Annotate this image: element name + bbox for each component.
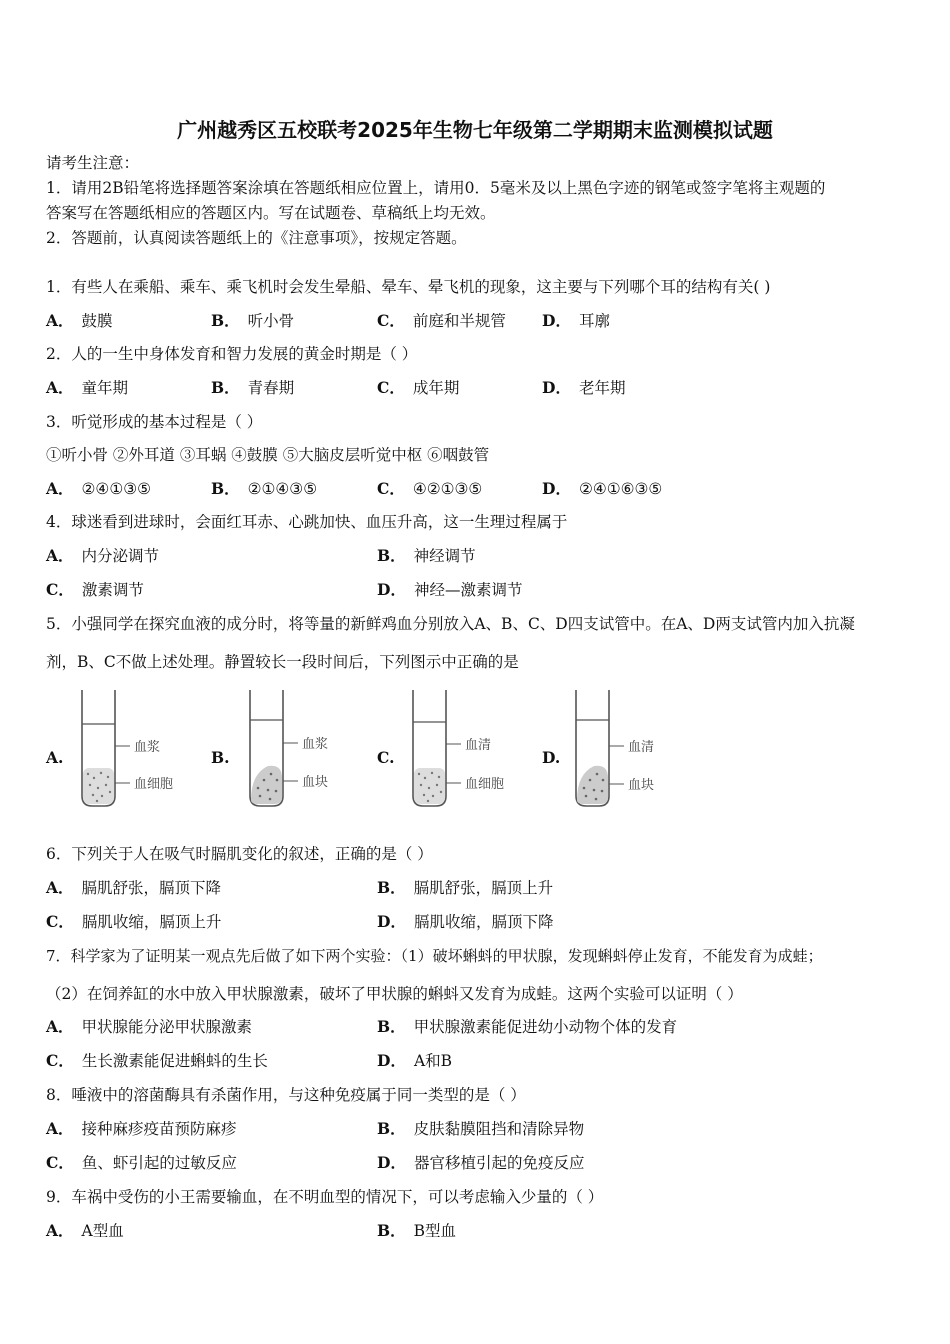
option-letter[interactable]: D. bbox=[542, 748, 561, 767]
option[interactable]: D． A和B bbox=[377, 1051, 453, 1070]
option[interactable]: B． 听小骨 bbox=[211, 311, 295, 330]
option[interactable]: B． 神经调节 bbox=[377, 546, 476, 565]
option[interactable]: D． 膈肌收缩，膈顶下降 bbox=[377, 912, 554, 931]
notice-line: 答案写在答题纸相应的答题区内。写在试题卷、草稿纸上均无效。 bbox=[46, 204, 496, 222]
label-lower: 血细胞 bbox=[134, 777, 174, 792]
question-stem: 4．球迷看到进球时，会面红耳赤、心跳加快、血压升高，这一生理过程属于 bbox=[46, 513, 568, 531]
option-letter[interactable]: B. bbox=[211, 748, 230, 767]
question-stem: 7．科学家为了证明某一观点先后做了如下两个实验：（1）破坏蝌蚪的甲状腺，发现蝌蚪停止发育，不能发育为成蛙； bbox=[46, 947, 823, 965]
option[interactable]: A． ②④①③⑤ bbox=[46, 479, 152, 498]
option-letter[interactable]: A. bbox=[46, 748, 64, 767]
notice-line: 2．答题前，认真阅读答题纸上的《注意事项》，按规定答题。 bbox=[46, 229, 467, 247]
question-stem: 8．唾液中的溶菌酶具有杀菌作用，与这种免疫属于同一类型的是（ ） bbox=[46, 1086, 526, 1104]
label-upper: 血清 bbox=[465, 738, 492, 753]
notice-heading: 请考生注意： bbox=[46, 154, 140, 172]
question-stem: 剂，B、C不做上述处理。静置较长一段时间后，下列图示中正确的是 bbox=[46, 653, 519, 671]
option[interactable]: C． 激素调节 bbox=[46, 580, 144, 599]
question-stem: 1．有些人在乘船、乘车、乘飞机时会发生晕船、晕车、晕飞机的现象，这主要与下列哪个耳的结构有关( ) bbox=[46, 278, 771, 296]
option[interactable]: A． 鼓膜 bbox=[46, 311, 113, 330]
option[interactable]: B． 膈肌舒张，膈顶上升 bbox=[377, 878, 554, 897]
question-stem: 6．下列关于人在吸气时膈肌变化的叙述，正确的是（ ） bbox=[46, 845, 433, 863]
option[interactable]: B． B型血 bbox=[377, 1221, 456, 1240]
option[interactable]: C． ④②①③⑤ bbox=[377, 479, 483, 498]
option[interactable]: D． 耳廓 bbox=[542, 311, 610, 330]
option[interactable]: B． ②①④③⑤ bbox=[211, 479, 318, 498]
test-tube-figure[interactable] bbox=[78, 688, 228, 810]
notice-line: 1．请用2B铅笔将选择题答案涂填在答题纸相应位置上，请用0．5毫米及以上黑色字迹的钢笔或签字笔将主观题的 bbox=[46, 179, 826, 197]
test-tube-figure[interactable] bbox=[572, 688, 722, 810]
label-lower: 血块 bbox=[628, 778, 655, 793]
option[interactable]: C． 膈肌收缩，膈顶上升 bbox=[46, 912, 222, 931]
option[interactable]: B． 皮肤黏膜阻挡和清除异物 bbox=[377, 1119, 585, 1138]
option[interactable]: A． 内分泌调节 bbox=[46, 546, 160, 565]
question-stem: 3．听觉形成的基本过程是（ ） bbox=[46, 413, 263, 431]
test-tube-figure[interactable] bbox=[409, 688, 559, 810]
test-tube-figure[interactable] bbox=[246, 688, 396, 810]
option[interactable]: A． 膈肌舒张，膈顶下降 bbox=[46, 878, 222, 897]
option[interactable]: A． A型血 bbox=[46, 1221, 124, 1240]
option[interactable]: A． 童年期 bbox=[46, 378, 129, 397]
option[interactable]: B． 青春期 bbox=[211, 378, 295, 397]
label-lower: 血块 bbox=[302, 775, 329, 790]
option[interactable]: B． 甲状腺激素能促进幼小动物个体的发育 bbox=[377, 1017, 678, 1036]
question-stem: 5．小强同学在探究血液的成分时，将等量的新鲜鸡血分别放入A、B、C、D四支试管中。在A、D两支试管内加入抗凝 bbox=[46, 615, 855, 633]
option[interactable]: C． 成年期 bbox=[377, 378, 460, 397]
option[interactable]: C． 前庭和半规管 bbox=[377, 311, 506, 330]
page-title: 广州越秀区五校联考2025年生物七年级第二学期期末监测模拟试题 bbox=[177, 118, 773, 142]
question-stem: 2．人的一生中身体发育和智力发展的黄金时期是（ ） bbox=[46, 345, 418, 363]
option[interactable]: D． ②④①⑥③⑤ bbox=[542, 479, 663, 498]
option[interactable]: D． 器官移植引起的免疫反应 bbox=[377, 1153, 585, 1172]
question-items: ①听小骨 ②外耳道 ③耳蜗 ④鼓膜 ⑤大脑皮层听觉中枢 ⑥咽鼓管 bbox=[46, 446, 490, 464]
option[interactable]: C． 鱼、虾引起的过敏反应 bbox=[46, 1153, 237, 1172]
option[interactable]: D． 神经—激素调节 bbox=[377, 580, 523, 599]
label-upper: 血清 bbox=[628, 740, 655, 755]
label-lower: 血细胞 bbox=[465, 777, 505, 792]
question-stem: 9．车祸中受伤的小王需要输血，在不明血型的情况下，可以考虑输入少量的（ ） bbox=[46, 1188, 604, 1206]
option[interactable]: A． 接种麻疹疫苗预防麻疹 bbox=[46, 1119, 237, 1138]
label-upper: 血浆 bbox=[134, 740, 161, 755]
option[interactable]: A． 甲状腺能分泌甲状腺激素 bbox=[46, 1017, 253, 1036]
option[interactable]: C． 生长激素能促进蝌蚪的生长 bbox=[46, 1051, 268, 1070]
option-letter[interactable]: C. bbox=[377, 748, 395, 767]
label-upper: 血浆 bbox=[302, 737, 329, 752]
question-stem: （2）在饲养缸的水中放入甲状腺激素，破坏了甲状腺的蝌蚪又发育为成蛙。这两个实验可以证明（ ） bbox=[46, 985, 743, 1003]
option[interactable]: D． 老年期 bbox=[542, 378, 626, 397]
